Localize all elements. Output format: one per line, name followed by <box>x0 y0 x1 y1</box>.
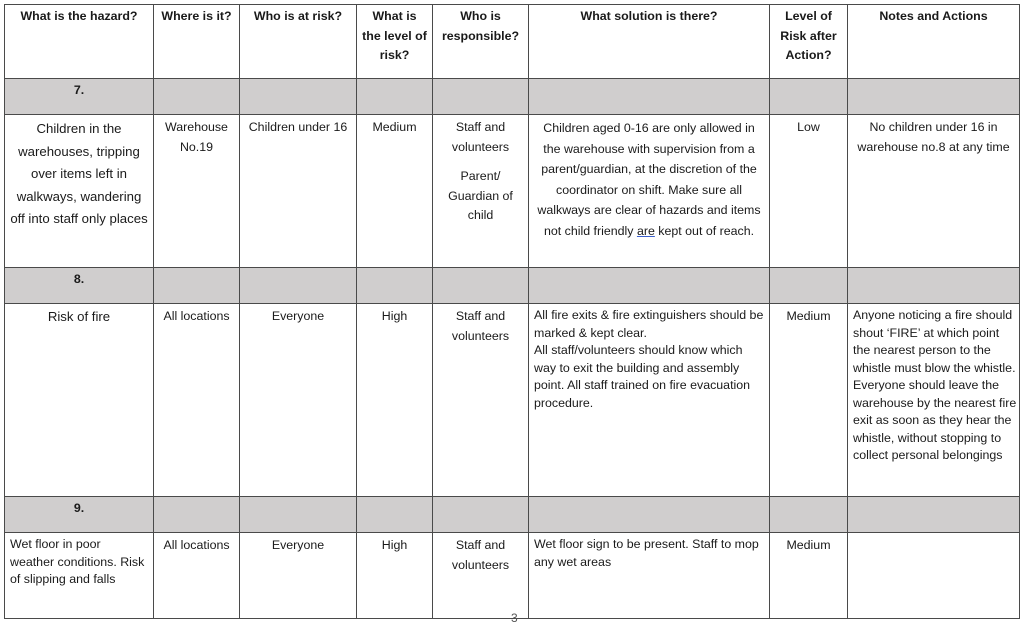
hazard-cell: Wet floor in poor weather conditions. Risk of slipping and falls <box>5 533 154 619</box>
solution-line-2: All staff/volunteers should know which way to exit the building and assembly point. All staff trained on fire evacuation procedure. <box>534 343 751 410</box>
solution-line-1: All fire exits & fire extinguishers should be marked & kept clear. <box>534 308 764 340</box>
section-number: 7. <box>5 79 154 115</box>
risk-assessment-table <box>4 4 1020 619</box>
where-cell: All locations <box>154 304 240 497</box>
section-number: 8. <box>5 268 154 304</box>
responsible-cell: Staff and volunteers <box>433 304 529 497</box>
solution-cell <box>529 304 770 497</box>
section-header-row <box>5 497 1020 533</box>
header-level-after: Level of Risk after Action? <box>770 5 848 79</box>
who-at-risk-cell: Everyone <box>240 533 357 619</box>
who-at-risk-cell: Children under 16 <box>240 115 357 268</box>
section-header-row <box>5 268 1020 304</box>
header-level: What is the level of risk? <box>357 5 433 79</box>
responsible-cell: Staff and volunteers <box>433 533 529 619</box>
level-cell: High <box>357 304 433 497</box>
table-row <box>5 533 1020 619</box>
hazard-cell: Children in the warehouses, tripping over items left in walkways, wandering off into staff only places <box>5 115 154 268</box>
table-row <box>5 304 1020 497</box>
header-notes: Notes and Actions <box>848 5 1020 79</box>
spellcheck-underlined-word: are <box>636 223 655 238</box>
header-row <box>5 5 1020 79</box>
solution-cell: Children aged 0-16 are only allowed in the warehouse with supervision from a parent/guardian, at the discretion of the coordinator on shift. Make sure all walkways are clear of hazards and items not child friendly are kept out of reach. <box>529 115 770 268</box>
level-after-cell: Medium <box>770 304 848 497</box>
header-who-at-risk: Who is at risk? <box>240 5 357 79</box>
who-at-risk-cell: Everyone <box>240 304 357 497</box>
section-header-row <box>5 79 1020 115</box>
level-after-cell: Medium <box>770 533 848 619</box>
header-where: Where is it? <box>154 5 240 79</box>
header-responsible: Who is responsible? <box>433 5 529 79</box>
table-row <box>5 115 1020 268</box>
where-cell: Warehouse No.19 <box>154 115 240 268</box>
responsible-parent: Parent/ Guardian of child <box>448 169 513 222</box>
notes-cell <box>848 533 1020 619</box>
responsible-cell <box>433 115 529 268</box>
notes-cell: Anyone noticing a fire should shout ‘FIRE’ at which point the nearest person to the whistle must blow the whistle. Everyone should leave the warehouse by the nearest fire exit as soon as they hear the whistle, without stopping to collect personal belongings <box>848 304 1020 497</box>
page-number: 3 <box>511 611 518 625</box>
solution-cell: Wet floor sign to be present. Staff to mop any wet areas <box>529 533 770 619</box>
section-number: 9. <box>5 497 154 533</box>
level-cell: High <box>357 533 433 619</box>
header-hazard: What is the hazard? <box>5 5 154 79</box>
notes-cell: No children under 16 in warehouse no.8 at any time <box>848 115 1020 268</box>
responsible-staff: Staff and volunteers <box>451 120 510 154</box>
hazard-cell: Risk of fire <box>5 304 154 497</box>
where-cell: All locations <box>154 533 240 619</box>
header-solution: What solution is there? <box>529 5 770 79</box>
level-after-cell: Low <box>770 115 848 268</box>
level-cell: Medium <box>357 115 433 268</box>
